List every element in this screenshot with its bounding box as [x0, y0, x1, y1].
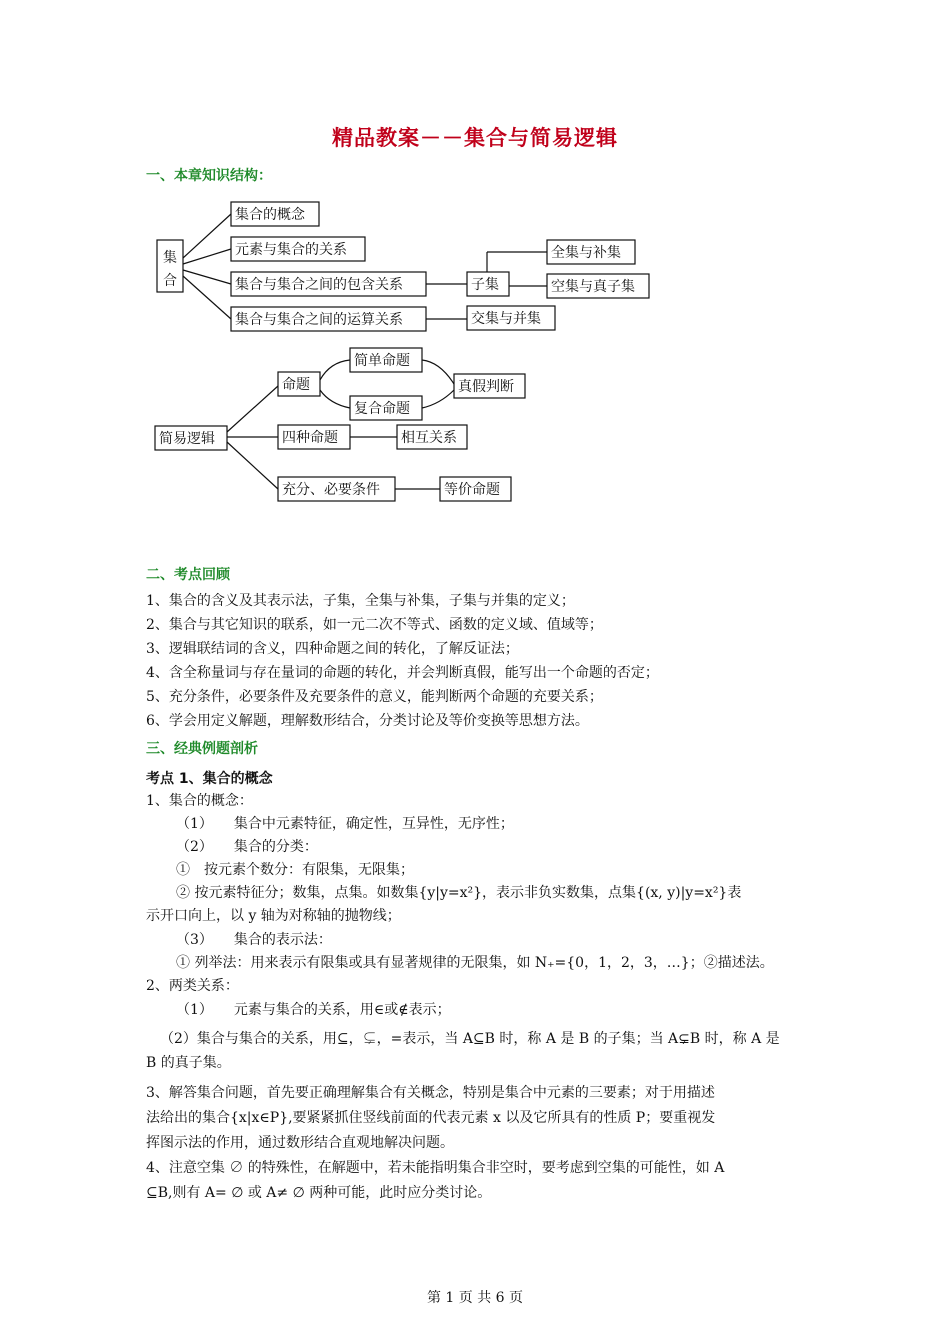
page-title: 精品教案－－集合与简易逻辑	[332, 126, 618, 150]
root-char-2: 合	[163, 273, 177, 289]
para-1-2: （2） 集合的分类：	[176, 839, 318, 855]
para-1-1: （1） 集合中元素特征，确定性，互异性，无序性；	[176, 816, 514, 832]
node-universal-complement: 全集与补集	[551, 245, 621, 261]
para-1: 1、集合的概念：	[146, 793, 253, 809]
node-equivalent-proposition: 等价命题	[444, 482, 500, 498]
para-2-2-line1: （2）集合与集合的关系，用⊆，⊊，=表示，当 A⊆B 时，称 A 是 B 的子集；当 A⊊B 时，称 A 是	[160, 1031, 780, 1047]
node-mutual-relation: 相互关系	[401, 430, 457, 446]
review-item-4: 4、含全称量词与存在量词的命题的转化，并会判断真假，能写出一个命题的否定；	[146, 665, 659, 681]
node-truth-judgment: 真假判断	[458, 379, 514, 395]
para-1-2b-line1: ② 按元素特征分；数集，点集。如数集{y|y=x²}，表示非负实数集，点集{(x, y)|y=x²}表	[176, 885, 742, 901]
node-element-set-relation: 元素与集合的关系	[235, 242, 347, 258]
para-3-line3: 挥图示法的作用，通过数形结合直观地解决问题。	[146, 1135, 454, 1151]
node-subset: 子集	[471, 277, 499, 293]
node-intersection-union: 交集与并集	[471, 311, 541, 327]
node-conditions: 充分、必要条件	[282, 482, 380, 498]
node-simple-logic: 简易逻辑	[159, 431, 215, 447]
node-set-concept: 集合的概念	[235, 207, 305, 223]
para-1-3: （3） 集合的表示法：	[176, 932, 332, 948]
para-2: 2、两类关系：	[146, 978, 239, 994]
section1-heading: 一、本章知识结构：	[146, 168, 272, 184]
node-four-propositions: 四种命题	[282, 430, 338, 446]
review-item-3: 3、逻辑联结词的含义，四种命题之间的转化，了解反证法；	[146, 641, 519, 657]
para-1-2a: ① 按元素个数分：有限集，无限集；	[176, 862, 414, 878]
review-item-1: 1、集合的含义及其表示法，子集，全集与补集，子集与并集的定义；	[146, 593, 575, 609]
node-empty-proper-subset: 空集与真子集	[551, 279, 635, 295]
kaodian-heading: 考点 1、集合的概念	[146, 771, 273, 787]
node-simple-proposition: 简单命题	[354, 353, 410, 369]
para-4-line1: 4、注意空集 ∅ 的特殊性，在解题中，若未能指明集合非空时，要考虑到空集的可能性，如 A	[146, 1160, 725, 1176]
node-root-2	[163, 273, 177, 289]
review-item-6: 6、学会用定义解题，理解数形结合，分类讨论及等价变换等思想方法。	[146, 713, 589, 729]
review-item-2: 2、集合与其它知识的联系，如一元二次不等式、函数的定义域、值域等；	[146, 617, 603, 633]
para-1-2b-line2: 示开口向上，以 y 轴为对称轴的抛物线；	[146, 908, 401, 924]
para-4-line2: ⊆B,则有 A= ∅ 或 A≠ ∅ 两种可能，此时应分类讨论。	[146, 1185, 492, 1201]
node-root-1	[163, 249, 177, 266]
para-2-2-line2: B 的真子集。	[146, 1055, 231, 1071]
node-inclusion-relation: 集合与集合之间的包含关系	[235, 277, 403, 293]
para-2-1: （1） 元素与集合的关系，用∈或∉表示；	[176, 1002, 451, 1018]
review-item-5: 5、充分条件，必要条件及充要条件的意义，能判断两个命题的充要关系；	[146, 689, 603, 705]
root-char-1: 集	[163, 250, 177, 266]
para-1-3a: ① 列举法：用来表示有限集或具有显著规律的无限集，如 N₊={0，1，2，3，…}；②描述法。	[176, 955, 774, 971]
section3-heading: 三、经典例题剖析	[146, 741, 258, 757]
node-compound-proposition: 复合命题	[354, 401, 410, 417]
knowledge-structure-diagram	[0, 0, 950, 520]
node-operation-relation: 集合与集合之间的运算关系	[235, 312, 403, 328]
para-3-line2: 法给出的集合{x|x∈P},要紧紧抓住竖线前面的代表元素 x 以及它所具有的性质 P；要重视发	[146, 1110, 716, 1126]
page-footer: 第 1 页 共 6 页	[426, 1290, 524, 1306]
node-proposition: 命题	[282, 377, 310, 393]
para-3-line1: 3、解答集合问题，首先要正确理解集合有关概念，特别是集合中元素的三要素；对于用描述	[146, 1085, 715, 1101]
section2-heading: 二、考点回顾	[146, 567, 230, 583]
